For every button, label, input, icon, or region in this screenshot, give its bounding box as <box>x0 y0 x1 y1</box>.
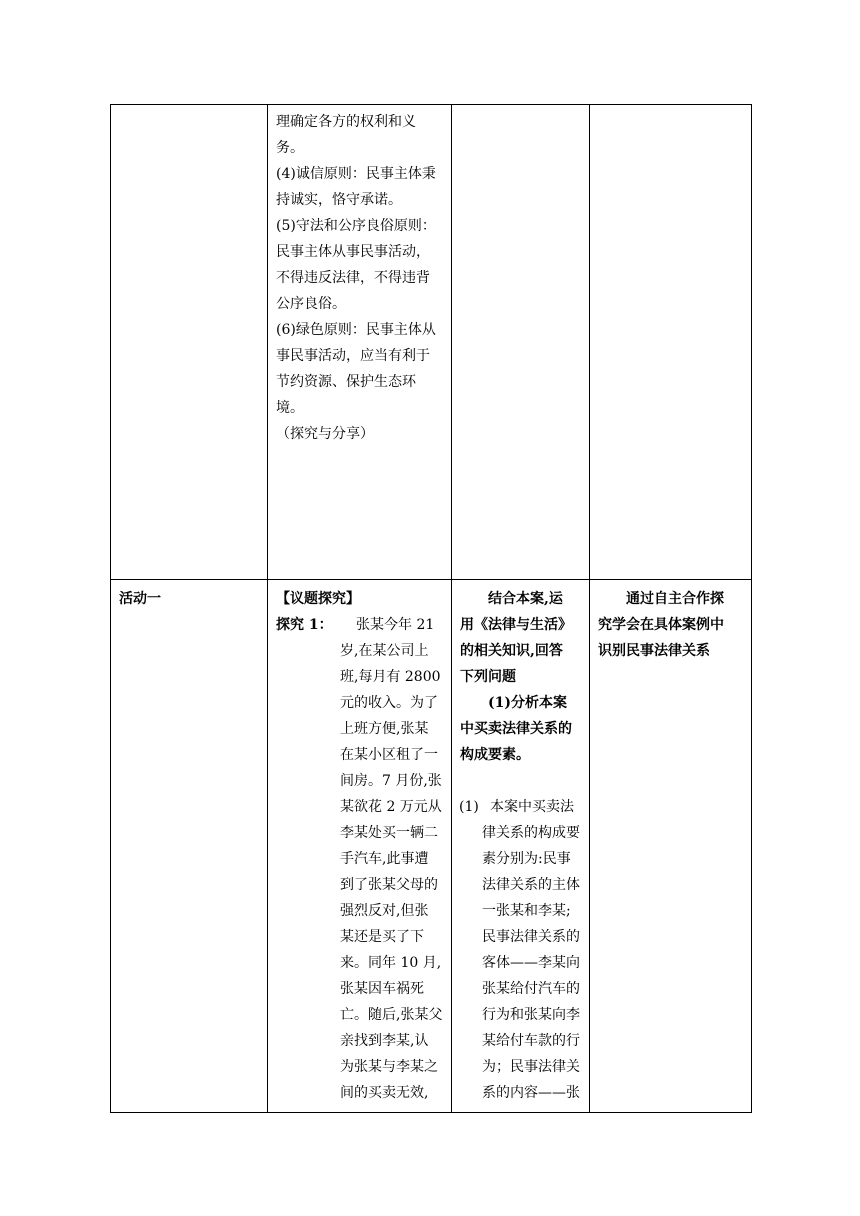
text-line: (6)绿色原则：民事主体从 <box>276 322 436 338</box>
text-line: 岁,在某公司上 <box>340 643 429 659</box>
row1-activity-cell <box>111 105 268 580</box>
task-text <box>460 586 581 768</box>
goal-cell <box>590 580 752 1113</box>
text-line: 来。同年 10 月, <box>340 955 442 971</box>
text-line: 民事主体从事民事活动， <box>276 244 430 260</box>
text-line: 在某小区租了一 <box>340 747 438 763</box>
table-row <box>111 580 752 1113</box>
text-line: 民事法律关系的 <box>482 929 580 945</box>
text-line: 事民事活动，应当有利于 <box>276 348 430 364</box>
text-line: 究学会在具体案例中 <box>598 617 724 633</box>
text-line: 班,每月有 2800 <box>340 669 441 685</box>
text-line: (1)分析本案 <box>488 695 567 711</box>
text-line: 李某处买一辆二 <box>340 825 438 841</box>
case-cell <box>268 580 452 1113</box>
text-line: (4)诚信原则：民事主体秉 <box>276 166 436 182</box>
case-text <box>276 612 443 1106</box>
answer-block <box>460 794 581 1106</box>
text-line: （探究与分享） <box>276 426 374 442</box>
text-line: 亲找到李某,认 <box>340 1033 429 1049</box>
text-line: 素分别为:民事 <box>482 851 571 867</box>
text-line: 通过自主合作探 <box>626 591 724 607</box>
text-line: 某还是买了下 <box>340 929 424 945</box>
text-line: 理确定各方的权利和义 <box>276 114 416 130</box>
text-line: 到了张某父母的 <box>340 877 438 893</box>
text-line: 中买卖法律关系的 <box>460 721 572 737</box>
explore-block <box>276 612 443 1106</box>
text-line: 律关系的构成要 <box>482 825 580 841</box>
text-line: 为张某与李某之 <box>340 1059 438 1075</box>
section-title: 【议题探究】 <box>276 591 360 607</box>
lesson-plan-table <box>110 104 752 1113</box>
text-line: (5)守法和公序良俗原则： <box>276 218 436 234</box>
row1-content-cell <box>268 105 452 580</box>
text-line: 强烈反对,但张 <box>340 903 429 919</box>
task-cell <box>452 580 590 1113</box>
text-line: 系的内容——张 <box>482 1085 580 1101</box>
text-line: 法律关系的主体 <box>482 877 580 893</box>
answer-marker: (1) <box>459 799 479 815</box>
text-line: 一张某和李某; <box>482 903 571 919</box>
text-line: 公序良俗。 <box>276 296 346 312</box>
text-line: 客体——李某向 <box>482 955 580 971</box>
text-line: 亡。随后,张某父 <box>340 1007 443 1023</box>
text-line: 下列问题 <box>460 669 516 685</box>
activity-label: 活动一 <box>119 591 161 607</box>
text-line: 务。 <box>276 140 304 156</box>
text-line: 张某给付汽车的 <box>482 981 580 997</box>
text-line: 元的收入。为了 <box>340 695 438 711</box>
text-line: 行为和张某向李 <box>482 1007 580 1023</box>
goal-text <box>598 586 743 664</box>
activity-cell <box>111 580 268 1113</box>
text-line: 识别民事法律关系 <box>598 643 710 659</box>
text-line: 张某今年 21 <box>356 617 435 633</box>
text-line: 手汽车,此事遭 <box>340 851 429 867</box>
text-line: 结合本案,运 <box>488 591 563 607</box>
text-line: 节约资源、保护生态环境。 <box>276 374 416 416</box>
text-line: 的相关知识,回答 <box>460 643 563 659</box>
text-line: 为；民事法律关 <box>482 1059 580 1075</box>
text-line: 持诚实，恪守承诺。 <box>276 192 402 208</box>
text-line: 上班方便,张某 <box>340 721 429 737</box>
row1-goal-cell <box>590 105 752 580</box>
text-line: 用《法律与生活》 <box>460 617 572 633</box>
table-row <box>111 105 752 580</box>
text-line: 某给付车款的行 <box>482 1033 580 1049</box>
row1-task-cell <box>452 105 590 580</box>
text-line: 不得违反法律，不得违背 <box>276 270 430 286</box>
text-line: 本案中买卖法 <box>490 799 574 815</box>
text-line: 构成要素。 <box>460 747 530 763</box>
explore-label: 探究 1： <box>276 617 333 633</box>
text-line: 某欲花 2 万元从 <box>340 799 442 815</box>
text-line: 间的买卖无效, <box>340 1085 429 1101</box>
text-line: 张某因车祸死 <box>340 981 424 997</box>
text-line: 间房。7 月份,张 <box>340 773 442 789</box>
